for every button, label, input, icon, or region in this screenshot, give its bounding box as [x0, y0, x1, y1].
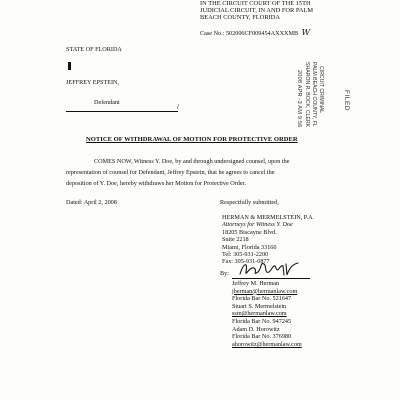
counsel-block: [232, 280, 302, 348]
counsel-bar-number: Florida Bar No. 376980: [232, 333, 292, 341]
filing-stamp: [290, 62, 360, 152]
firm-name: HERMAN & MERMELSTEIN, P.A.: [222, 214, 315, 221]
caption-slash: /: [177, 103, 179, 111]
firm-attorneys-for: Attorneys for Witness Y. Doe: [222, 221, 293, 229]
firm-tel: Tel: 305-931-2200: [222, 251, 269, 259]
case-number-label: Case No.:: [200, 30, 225, 37]
counsel-name: Stuart S. Mermelstein: [232, 302, 287, 310]
party-defendant-name: JEFFREY EPSTEIN,: [66, 79, 120, 86]
counsel-email-link[interactable]: ahorowitz@hermanlaw.com: [232, 340, 302, 348]
caption-rule: [66, 111, 178, 112]
firm-address-line: Suite 2218: [222, 236, 249, 244]
counsel-bar-number: Florida Bar No. 947245: [232, 317, 292, 325]
counsel-email-link[interactable]: jherman@hermanlaw.com: [232, 287, 298, 295]
redaction-mark: [68, 62, 71, 70]
body-line: representation of counsel for Defendant, Jeffrey Epstein, that he agrees to cancel the: [66, 169, 275, 176]
date-line: Dated: April 2, 2008: [66, 199, 117, 206]
party-plaintiff: STATE OF FLORIDA: [66, 46, 122, 53]
firm-address-line: 18205 Biscayne Blvd.: [222, 228, 277, 236]
stamp-line-division: CIRCUIT CRIMINAL: [318, 66, 324, 114]
stamp-line-date: 2008 APR -3 AM 9:56: [296, 70, 302, 128]
signature-line: [232, 278, 310, 279]
stamp-line-clerk: SHARON R. BOCK, CLERK: [304, 62, 310, 128]
court-header: [200, 0, 313, 22]
case-number-value: 502006CF009454AXXXMB: [225, 30, 299, 37]
closing: Respectfully submitted,: [220, 199, 279, 206]
court-header-line: JUDICIAL CIRCUIT, IN AND FOR PALM: [200, 7, 314, 15]
stamp-line-county: PALM BEACH COUNTY, FL: [311, 62, 317, 127]
notice-title: NOTICE OF WITHDRAWAL OF MOTION FOR PROTECTIVE ORDER: [86, 136, 298, 143]
case-number: [200, 29, 310, 37]
party-defendant-role: Defendant: [94, 99, 120, 106]
counsel-bar-number: Florida Bar No. 521647: [232, 295, 292, 303]
signature-image: [236, 258, 306, 280]
firm-fax: Fax: 305-931-0877: [222, 258, 270, 266]
body-line: COMES NOW, Witness Y. Doe, by and through undersigned counsel, upon the: [94, 158, 290, 165]
stamp-filed: FILED: [343, 90, 350, 112]
counsel-name: Jeffrey M. Herman: [232, 280, 280, 287]
handwritten-mark: W: [301, 28, 310, 37]
body-line: deposition of Y. Doe, hereby withdraws her Motion for Protective Order.: [66, 180, 246, 187]
by-label: By:: [220, 270, 229, 277]
counsel-email-link[interactable]: ssm@hermanlaw.com: [232, 310, 287, 318]
counsel-name: Adam D. Horowitz: [232, 325, 280, 333]
court-header-line: IN THE CIRCUIT COURT OF THE 15TH: [200, 0, 311, 7]
court-header-line: BEACH COUNTY, FLORIDA: [200, 14, 280, 22]
firm-address-line: Miami, Florida 33160: [222, 243, 277, 251]
